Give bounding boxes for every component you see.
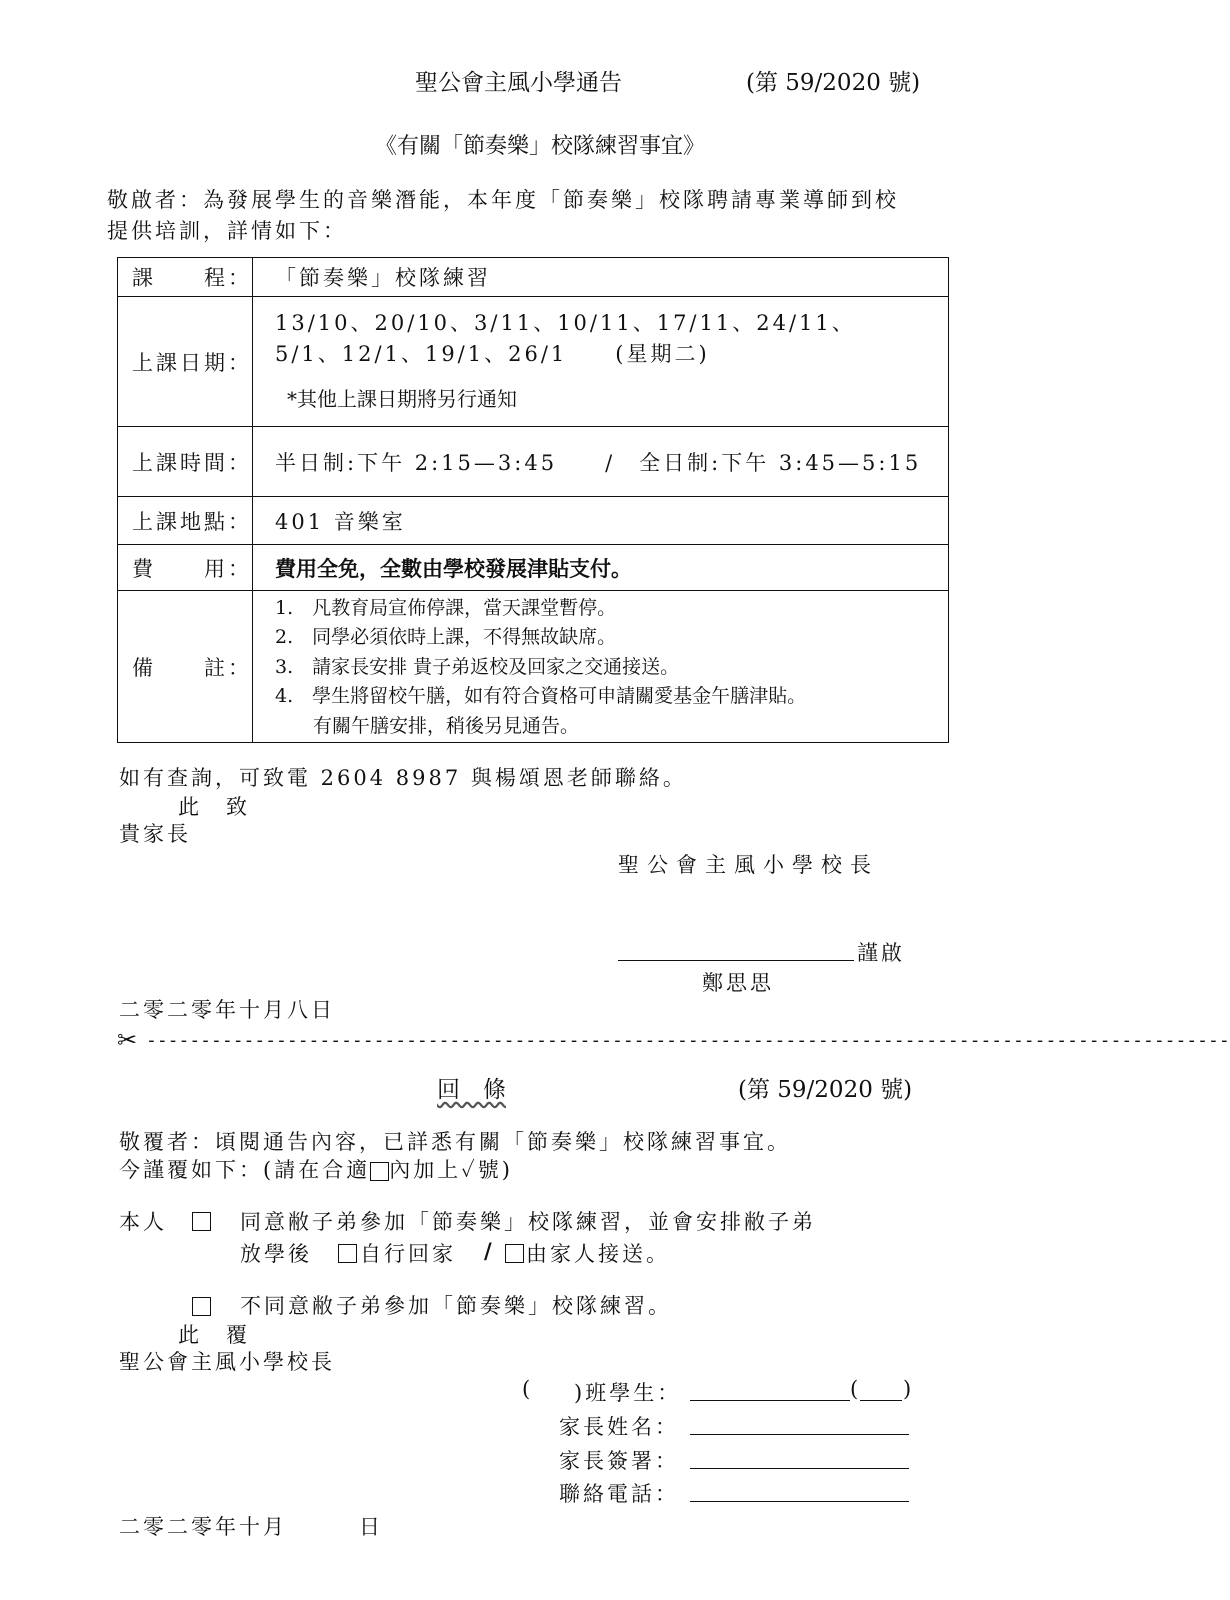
notice-date: 二零二零年十月八日	[119, 998, 335, 1022]
sample-checkbox-icon	[370, 1162, 389, 1181]
dates-label: 上課日期：	[118, 297, 253, 427]
scissors-icon: ✂	[117, 1026, 138, 1054]
remark-item: 有關午膳安排，稍後另見通告。	[275, 714, 580, 737]
notice-title: 聖公會主風小學通告	[415, 70, 622, 96]
ci-zhi: 此 致	[178, 795, 250, 819]
remark-item: 3. 請家長安排 貴子弟返校及回家之交通接送。	[275, 655, 680, 678]
parent-pickup-checkbox[interactable]	[505, 1240, 524, 1264]
option-slash: /	[484, 1238, 492, 1263]
principal-title: 聖公會主風小學校長	[618, 853, 879, 877]
reply-date: 二零二零年十月 日	[119, 1515, 383, 1539]
parent-pickup-label: 由家人接送。	[526, 1242, 670, 1266]
venue-label: 上課地點：	[118, 497, 253, 545]
parent-sign-field[interactable]	[690, 1446, 909, 1469]
jin-qi: 謹啟	[857, 941, 905, 965]
checkmark-icon: ✓	[461, 1158, 478, 1182]
principal-name: 鄭思思	[702, 971, 774, 995]
class-field[interactable]	[534, 1377, 572, 1399]
reply-title: 回 條	[437, 1077, 506, 1103]
disagree-checkbox[interactable]	[192, 1293, 211, 1317]
intro-line-1: 敬啟者：為發展學生的音樂潛能，本年度「節奏樂」校隊聘請專業導師到校	[107, 188, 899, 212]
self-return-checkbox[interactable]	[338, 1240, 357, 1264]
notice-number: (第 59/2020 號)	[746, 70, 921, 96]
row-fee	[118, 545, 949, 591]
dates-line-1: 13/10、20/10、3/11、10/11、17/11、24/11、	[275, 311, 856, 335]
parent-name-label: 家長姓名：	[559, 1415, 679, 1439]
disagree-text: 不同意敝子弟參加「節奏樂」校隊練習。	[240, 1294, 672, 1318]
dates-line-2: 5/1、12/1、19/1、26/1 (星期二)	[275, 342, 710, 366]
notice-subject: 《有關「節奏樂」校隊練習事宜》	[375, 134, 706, 159]
dates-note: *其他上課日期將另行通知	[287, 387, 517, 411]
self-return-label: 自行回家	[360, 1242, 456, 1266]
agree-text: 同意敝子弟參加「節奏樂」校隊練習，並會安排敝子弟	[240, 1210, 816, 1234]
course-label: 課 程：	[118, 258, 253, 297]
time-value: 半日制:下午 2:15—3:45 / 全日制:下午 3:45—5:15	[253, 427, 949, 497]
reply-self: 本人	[119, 1210, 167, 1234]
remarks-cell	[253, 591, 949, 743]
fee-value: 費用全免，全數由學校發展津貼支付。	[253, 545, 949, 591]
venue-value: 401 音樂室	[253, 497, 949, 545]
time-label: 上課時間：	[118, 427, 253, 497]
row-time	[118, 427, 949, 497]
contact-field[interactable]	[690, 1479, 909, 1502]
student-name-field[interactable]	[690, 1378, 850, 1401]
contact-label: 聯絡電話：	[559, 1482, 679, 1506]
row-remarks	[118, 591, 949, 743]
reply-line-1: 敬覆者：頃閱通告內容，已詳悉有關「節奏樂」校隊練習事宜。	[119, 1130, 791, 1154]
remark-item: 2. 同學必須依時上課，不得無故缺席。	[275, 626, 617, 649]
class-number-close: )	[903, 1377, 912, 1401]
parent-sign-label: 家長簽署：	[559, 1449, 679, 1473]
after-school-label: 放學後	[240, 1242, 312, 1266]
ci-fu: 此 覆	[178, 1323, 250, 1347]
row-venue	[118, 497, 949, 545]
reply-notice-number: (第 59/2020 號)	[738, 1077, 913, 1103]
class-open-paren: (	[522, 1377, 531, 1401]
cut-line: ----------------------------------------------------------------------------------------------------	[146, 1030, 1230, 1051]
class-number-open: (	[850, 1377, 859, 1401]
addressee: 貴家長	[119, 822, 191, 846]
course-value: 「節奏樂」校隊練習	[253, 258, 949, 297]
parent-name-field[interactable]	[690, 1412, 909, 1435]
dates-cell	[253, 297, 949, 427]
details-table	[117, 257, 949, 743]
agree-checkbox[interactable]	[192, 1208, 211, 1232]
remark-item: 1. 凡教育局宣佈停課，當天課堂暫停。	[275, 596, 617, 619]
row-course	[118, 258, 949, 297]
reply-line-2: 今謹覆如下：(請在合適 內加上✓號)	[119, 1158, 513, 1182]
row-dates	[118, 297, 949, 427]
remark-item: 4. 學生將留校午膳，如有符合資格可申請關愛基金午膳津貼。	[275, 685, 807, 708]
fee-label: 費 用：	[118, 545, 253, 591]
enquiry-line: 如有查詢，可致電 2604 8987 與楊頌恩老師聯絡。	[119, 766, 687, 790]
reply-addressee: 聖公會主風小學校長	[119, 1350, 335, 1374]
signature-line	[618, 938, 854, 961]
class-number-field[interactable]	[860, 1378, 902, 1401]
intro-line-2: 提供培訓，詳情如下：	[107, 219, 347, 243]
class-label: )班學生：	[574, 1381, 682, 1405]
remarks-label: 備 註：	[118, 591, 253, 743]
